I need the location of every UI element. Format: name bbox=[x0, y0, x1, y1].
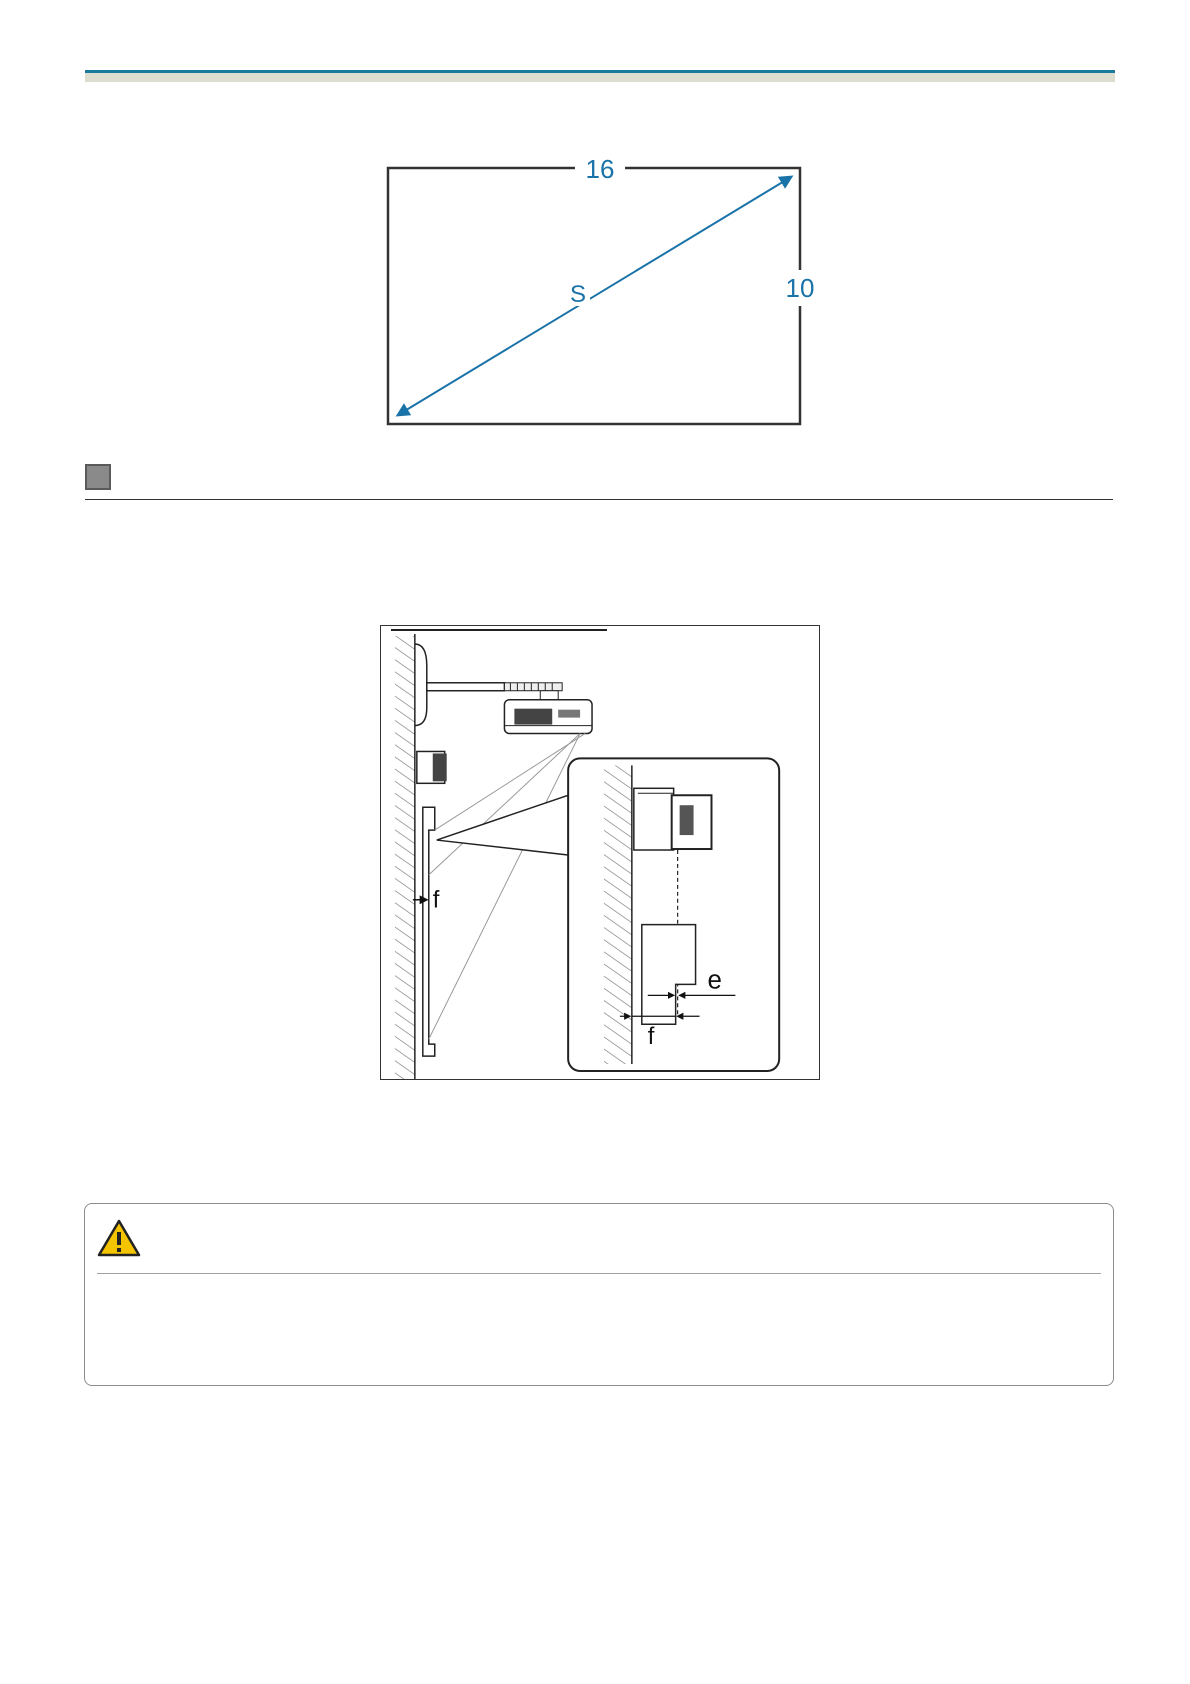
height-label: 10 bbox=[785, 273, 815, 303]
screen-board bbox=[423, 807, 435, 1056]
dimension-e-label: e bbox=[707, 966, 722, 995]
mount-arm bbox=[427, 683, 505, 691]
diagonal-arrow bbox=[398, 177, 791, 415]
diagonal-label: S bbox=[569, 281, 587, 308]
dimension-f-detail-label: f bbox=[647, 1023, 655, 1051]
section-heading bbox=[85, 462, 1113, 500]
dimension-f-label: f bbox=[432, 886, 440, 914]
warning-triangle-icon bbox=[97, 1218, 141, 1258]
caution-divider bbox=[97, 1273, 1101, 1274]
wall-hatching bbox=[395, 636, 415, 1079]
width-label: 16 bbox=[585, 154, 615, 184]
caution-box bbox=[84, 1203, 1114, 1386]
aspect-ratio-diagram bbox=[380, 150, 820, 440]
wall-mount-diagram bbox=[380, 625, 820, 1080]
header-rule bbox=[85, 70, 1115, 82]
section-marker-icon bbox=[85, 464, 111, 490]
